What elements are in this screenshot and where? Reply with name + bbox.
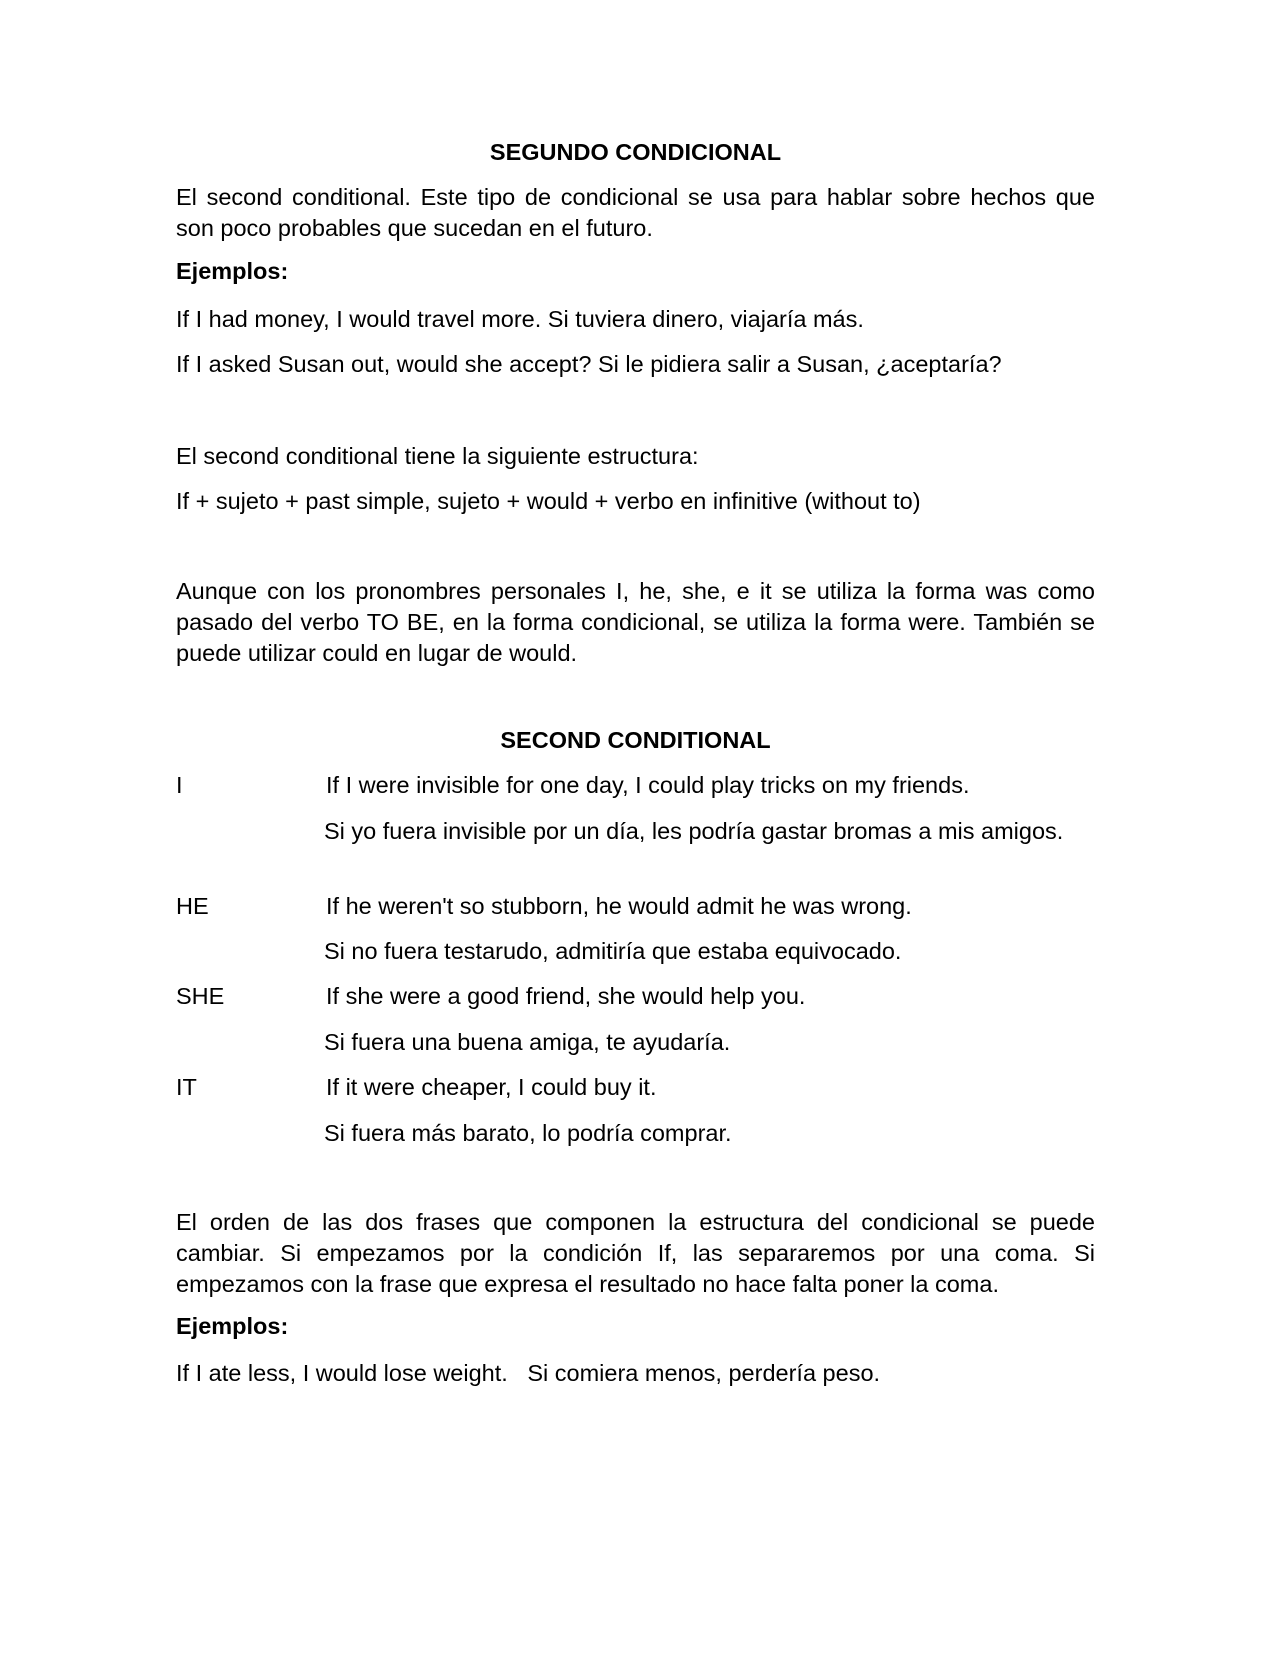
pronoun-label: SHE <box>176 983 225 1009</box>
section-title-segundo-condicional: SEGUNDO CONDICIONAL <box>489 139 782 165</box>
spanish-translation: Si fuera más barato, lo podría comprar. <box>324 1120 732 1146</box>
english-sentence: If he weren't so stubborn, he would admit he was wrong. <box>326 893 912 919</box>
translation-row <box>176 936 1095 967</box>
spanish-translation: Si no fuera testarudo, admitiría que estaba equivocado. <box>324 938 902 964</box>
structure-intro: El second conditional tiene la siguiente estructura: <box>176 443 699 469</box>
conditional-row-he <box>176 891 1095 922</box>
spanish-translation: Si fuera una buena amiga, te ayudaría. <box>324 1029 731 1055</box>
structure-formula: If + sujeto + past simple, sujeto + would + verbo en infinitive (without to) <box>176 488 921 514</box>
translation-row <box>176 1118 1095 1149</box>
translation-row <box>176 1027 1095 1058</box>
section-title-second-conditional: SECOND CONDITIONAL <box>500 727 771 753</box>
pronoun-label: HE <box>176 893 209 919</box>
english-sentence: If I were invisible for one day, I could play tricks on my friends. <box>326 772 970 798</box>
conditional-row-she <box>176 981 1095 1012</box>
example-sentence: If I ate less, I would lose weight. Si comiera menos, perdería peso. <box>176 1360 881 1386</box>
order-note-paragraph: El orden de las dos frases que componen la estructura del condicional se puede cambiar. Si empezamos por la condición If, las separaremos por una coma. Si empezamos con la frase que expresa el resultado no hace falta poner la coma. <box>176 1209 1095 1297</box>
conditional-row-it <box>176 1072 1095 1103</box>
intro-paragraph: El second conditional. Este tipo de condicional se usa para hablar sobre hechos que son poco probables que sucedan en el futuro. <box>176 184 1095 241</box>
english-sentence: If it were cheaper, I could buy it. <box>326 1074 657 1100</box>
conditional-row-i <box>176 770 1095 801</box>
pronoun-note-paragraph: Aunque con los pronombres personales I, he, she, e it se utiliza la forma was como pasado del verbo TO BE, en la forma condicional, se utiliza la forma were. También se puede utilizar could en lugar de would. <box>176 578 1095 666</box>
pronoun-label: I <box>176 772 183 798</box>
example-sentence: If I asked Susan out, would she accept? Si le pidiera salir a Susan, ¿aceptaría? <box>176 351 1002 377</box>
examples-heading: Ejemplos: <box>176 1313 289 1339</box>
pronoun-label: IT <box>176 1074 197 1100</box>
example-sentence: If I had money, I would travel more. Si tuviera dinero, viajaría más. <box>176 306 864 332</box>
examples-heading: Ejemplos: <box>176 258 289 284</box>
english-sentence: If she were a good friend, she would help you. <box>326 983 806 1009</box>
spanish-translation: Si yo fuera invisible por un día, les podría gastar bromas a mis amigos. <box>324 818 1064 844</box>
